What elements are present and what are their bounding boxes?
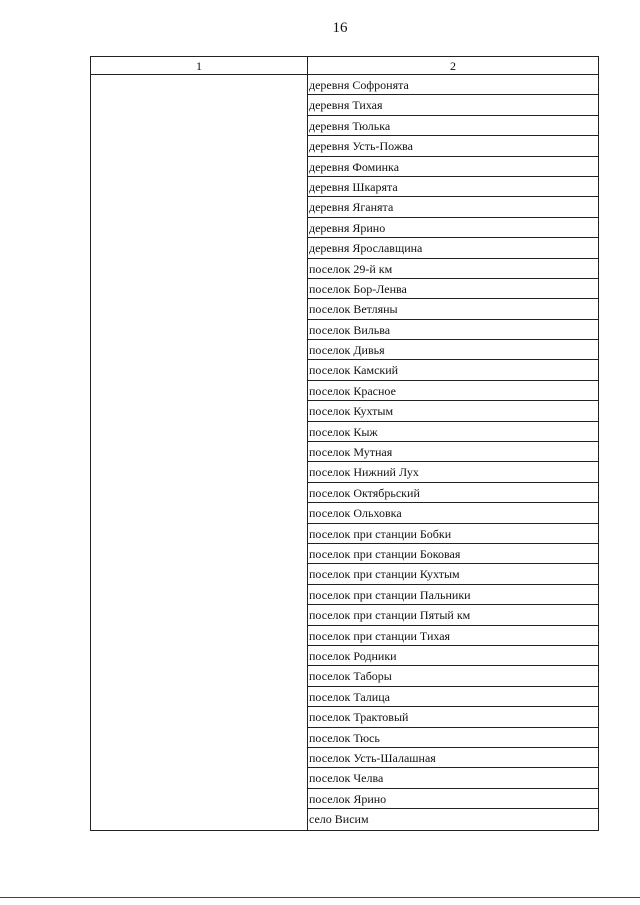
- table-row: деревня Ярославщина: [308, 238, 599, 258]
- table-row: деревня Тихая: [308, 95, 599, 115]
- header-cell-1: 1: [196, 59, 202, 73]
- table-row: поселок при станции Бобки: [308, 524, 599, 544]
- table-row: поселок 29-й км: [308, 259, 599, 279]
- table-row: поселок Нижний Лух: [308, 462, 599, 482]
- table-row: поселок Ярино: [308, 789, 599, 809]
- table-row: поселок Таборы: [308, 666, 599, 686]
- table-row: поселок при станции Пятый км: [308, 605, 599, 625]
- table-row: поселок при станции Кухтым: [308, 564, 599, 584]
- table-row: поселок Тюсь: [308, 728, 599, 748]
- page-number: 16: [332, 20, 348, 36]
- table-row: деревня Тюлька: [308, 116, 599, 136]
- table-row: поселок Вильва: [308, 320, 599, 340]
- table-row: поселок при станции Пальники: [308, 585, 599, 605]
- table-row: деревня Ярино: [308, 218, 599, 238]
- table-row: поселок Ольховка: [308, 503, 599, 523]
- header-cell-2: 2: [450, 59, 456, 73]
- table-row: поселок Родники: [308, 646, 599, 666]
- table-row: поселок Октябрьский: [308, 483, 599, 503]
- table-row: поселок Усть-Шалашная: [308, 748, 599, 768]
- table-row: поселок Кыж: [308, 422, 599, 442]
- table-row: деревня Усть-Пожва: [308, 136, 599, 156]
- table-row: поселок Мутная: [308, 442, 599, 462]
- page-bottom-rule: [0, 897, 640, 898]
- table-row: поселок при станции Тихая: [308, 626, 599, 646]
- table-row: поселок Камский: [308, 360, 599, 380]
- table-row: поселок Талица: [308, 687, 599, 707]
- table-row: поселок Ветляны: [308, 299, 599, 319]
- table-row: поселок Кухтым: [308, 401, 599, 421]
- table-row: село Висим: [309, 812, 369, 827]
- table-row: поселок Трактовый: [308, 707, 599, 727]
- table-row: деревня Шкарята: [308, 177, 599, 197]
- table-row: деревня Фоминка: [308, 157, 599, 177]
- table-row: деревня Яганята: [308, 197, 599, 217]
- table-rows: [308, 75, 599, 829]
- table-row: поселок при станции Боковая: [308, 544, 599, 564]
- table-header-row: [91, 57, 598, 75]
- table-row: поселок Челва: [308, 768, 599, 788]
- table-row: поселок Дивья: [308, 340, 599, 360]
- table-row: поселок Красное: [308, 381, 599, 401]
- settlements-table: [90, 56, 599, 831]
- table-row: деревня Софронята: [308, 75, 599, 95]
- table-row: поселок Бор-Ленва: [308, 279, 599, 299]
